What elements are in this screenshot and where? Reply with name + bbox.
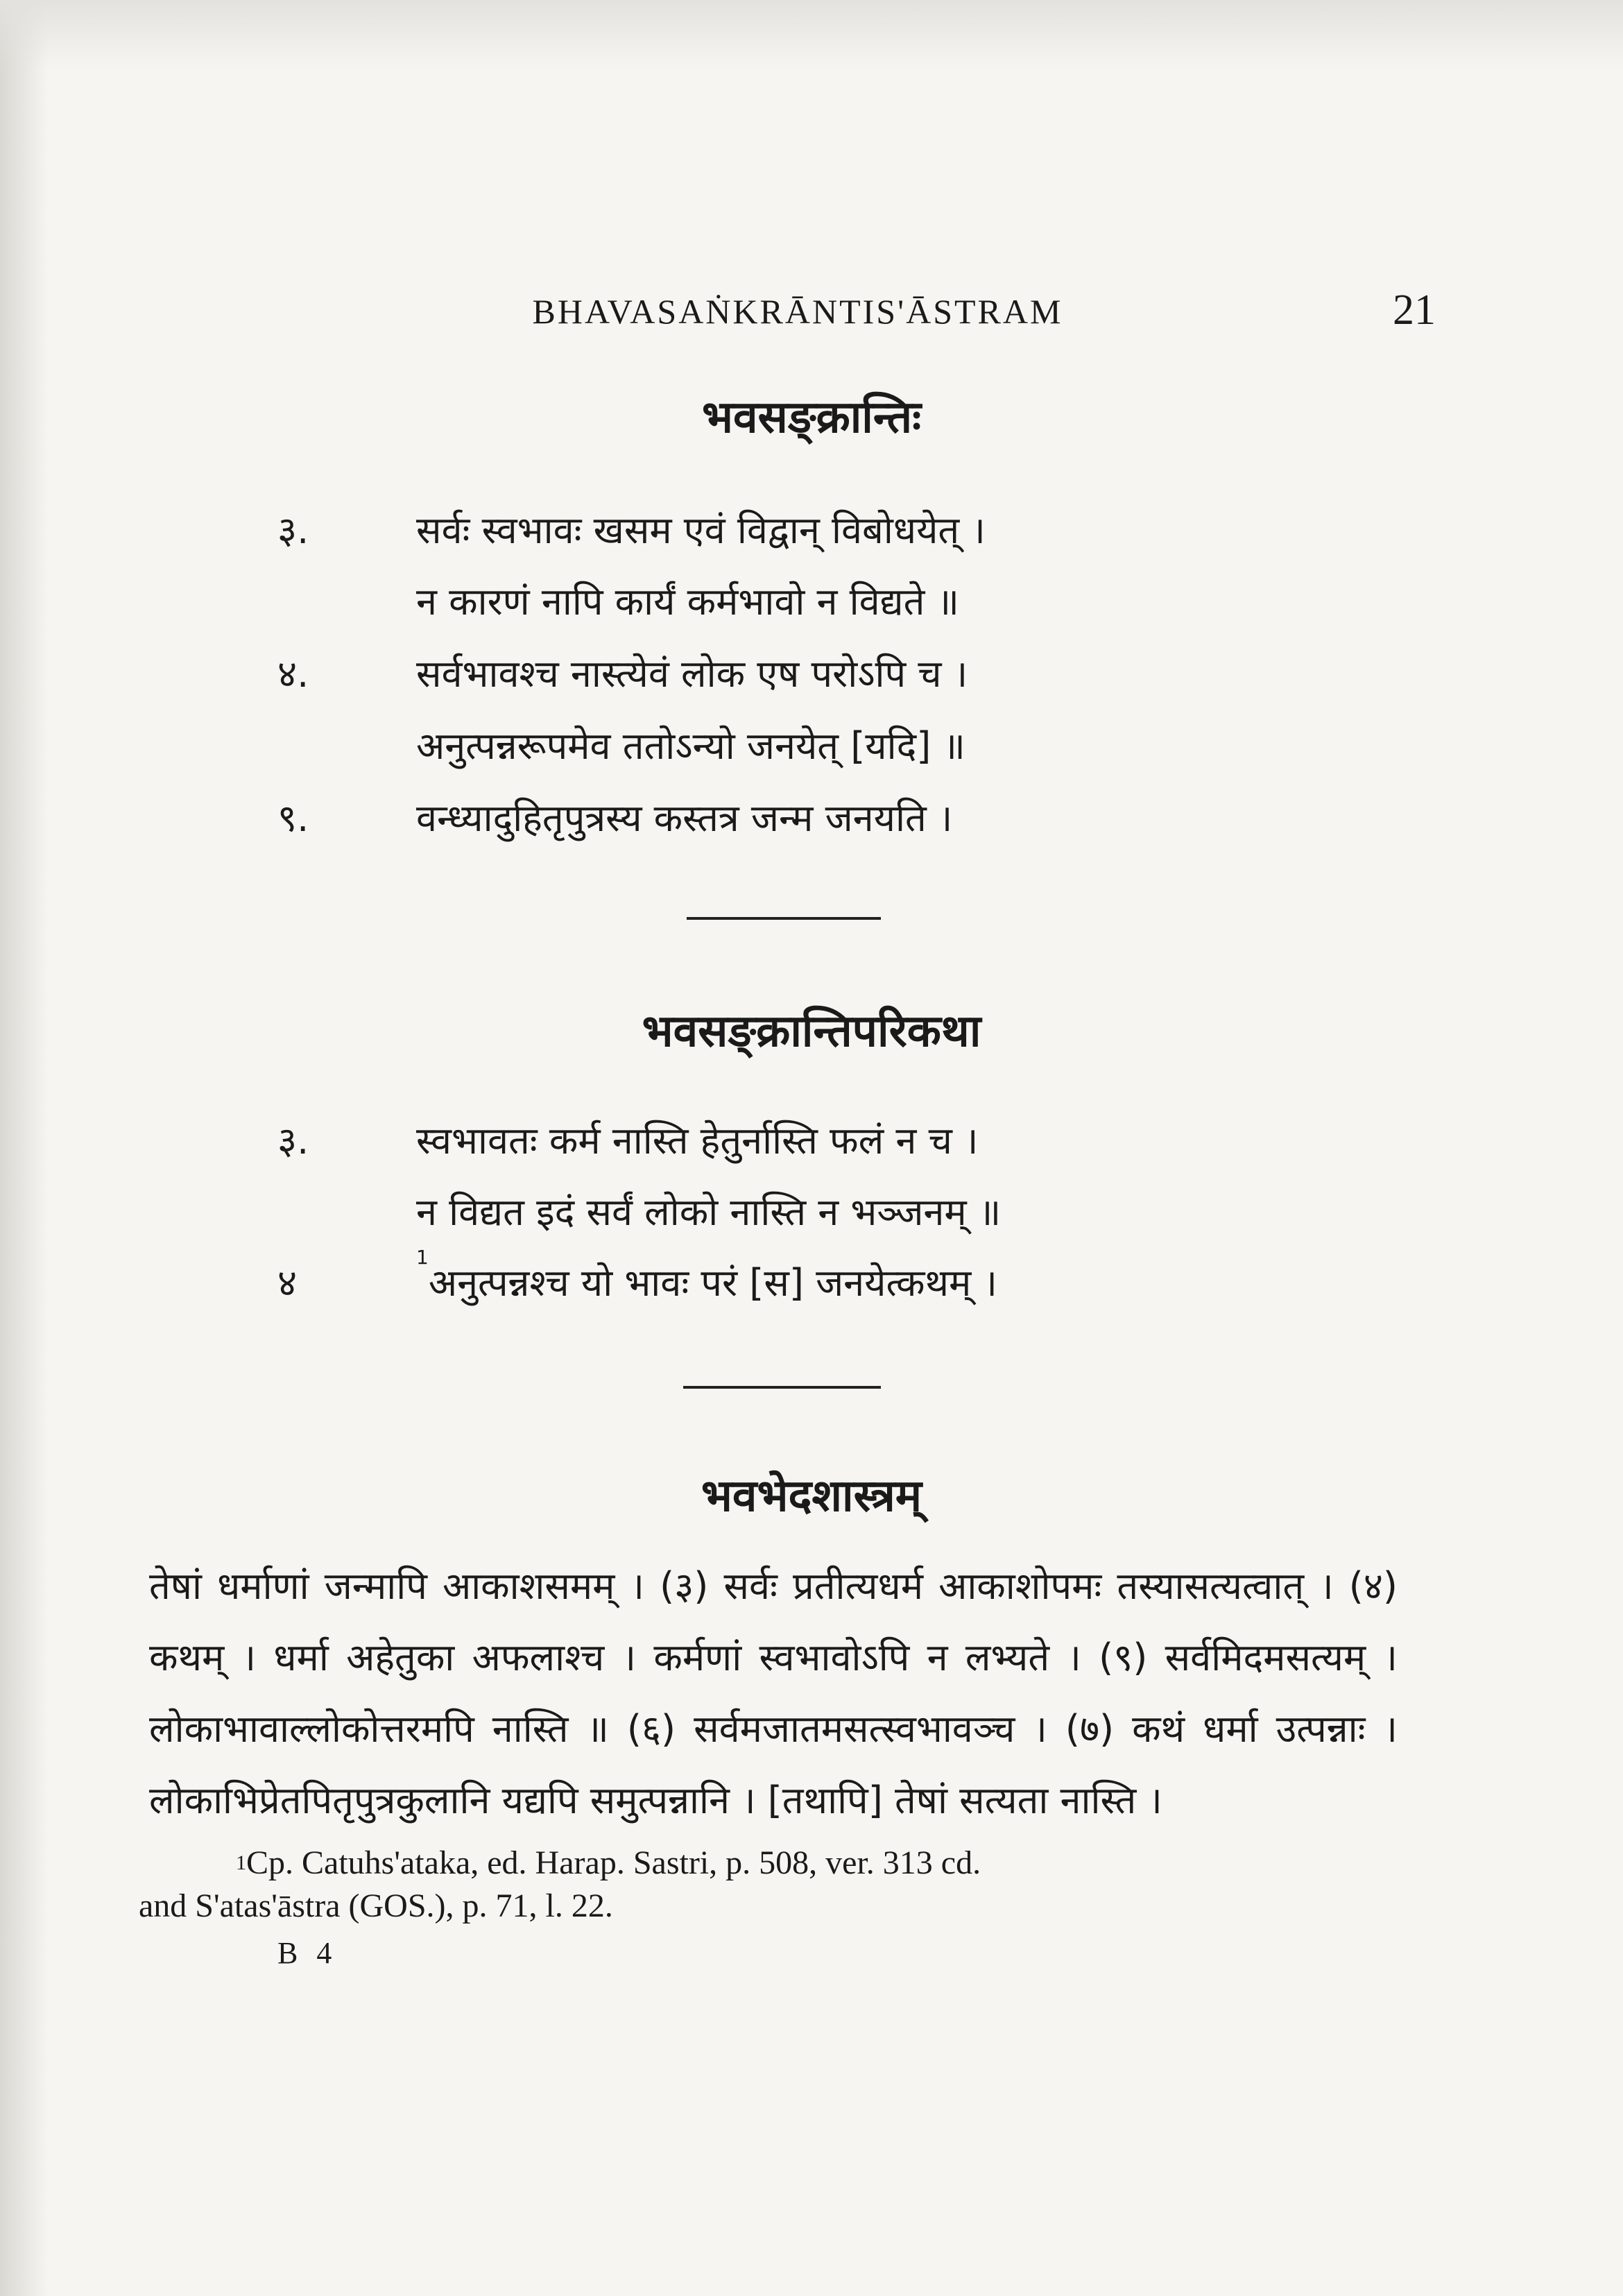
section-title-parikatha: भवसङ्क्रान्तिपरिकथा	[642, 1006, 981, 1057]
section-title-bhavabheda: भवभेदशास्त्रम्	[701, 1471, 922, 1522]
verse-text: न कारणं नापि कार्यं कर्मभावो न विद्यते ॥	[416, 580, 959, 624]
verse-line	[277, 1185, 1248, 1254]
scan-shadow-left	[0, 0, 49, 2296]
verse-line	[277, 1113, 1248, 1183]
verse-text: न विद्यत इदं सर्वं लोको नास्ति न भञ्जनम् ॥	[416, 1190, 1002, 1234]
verse-line	[277, 646, 1248, 716]
verse-text: सर्वः स्वभावः खसम एवं विद्वान् विबोधयेत् ।	[416, 508, 986, 552]
verse-line	[277, 1246, 1248, 1325]
verse-number: ४	[277, 1261, 298, 1305]
verse-line	[277, 791, 1248, 860]
verse-number: ९.	[277, 796, 309, 840]
footnote-line-1: $^1$Cp. Catuhs'ataka, ed. Harap. Sastri, p. 508, ver. 313 cd.	[236, 1844, 981, 1881]
verse-footnote-marker: 1	[416, 1246, 429, 1269]
footnote-marker: 1	[236, 1851, 246, 1874]
verse-line	[277, 503, 1248, 572]
verse-line	[277, 574, 1248, 644]
scan-shadow-top	[0, 0, 1623, 69]
section-title-bhavasankranti: भवसङ्क्रान्तिः	[701, 392, 922, 443]
verse-number: ३.	[277, 1119, 309, 1163]
verse-text: स्वभावतः कर्म नास्ति हेतुर्नास्ति फलं न च ।	[416, 1119, 979, 1163]
page-number: 21	[1393, 286, 1436, 334]
prose-paragraph: तेषां धर्माणां जन्मापि आकाशसमम् । (३) सर्वः प्रतीत्यधर्म आकाशोपमः तस्यासत्यत्वात् । (४) कथम् । धर्मा अहेतुका अफलाश्च । कर्मणां स्वभावोऽपि न लभ्यते । (९) सर्वमिदमसत्यम् । लोकाभावाल्लोकोत्तरमपि नास्ति ॥ (६) सर्वमजातमसत्स्वभावञ्च । (७) कथं धर्मा उत्पन्नाः । लोकाभिप्रेतपितृपुत्रकुलानि यद्यपि समुत्पन्नानि । [तथापि] तेषां सत्यता नास्ति ।	[149, 1564, 1398, 1822]
section-divider	[683, 1386, 881, 1389]
verse-line	[277, 719, 1248, 788]
section-divider	[687, 917, 881, 920]
verse-number: ३.	[277, 508, 309, 552]
signature-mark: B 4	[277, 1936, 338, 1970]
verse-text: वन्ध्यादुहितृपुत्रस्य कस्तत्र जन्म जनयति ।	[416, 796, 953, 840]
footnote-line-2: and S'atas'āstra (GOS.), p. 71, l. 22.	[139, 1887, 613, 1924]
verse-text: $^1$अनुत्पन्नश्च यो भावः परं [स] जनयेत्कथम् ।	[416, 1246, 997, 1305]
verse-text: सर्वभावश्च नास्त्येवं लोक एष परोऽपि च ।	[416, 652, 968, 696]
verse-number: ४.	[277, 652, 309, 696]
verse-text: अनुत्पन्नरूपमेव ततोऽन्यो जनयेत् [यदि] ॥	[416, 724, 965, 768]
footnote	[139, 1842, 1408, 1928]
running-head: BHAVASAṄKRĀNTIS'ĀSTRAM	[532, 292, 1063, 331]
